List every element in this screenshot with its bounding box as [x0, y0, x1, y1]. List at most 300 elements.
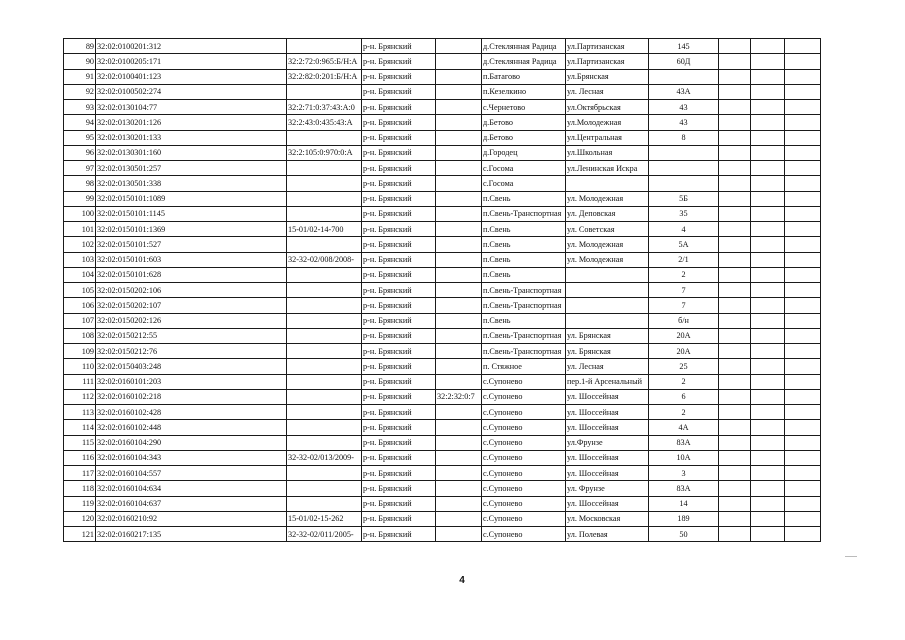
cell-other-number — [436, 191, 482, 206]
cell-conditional-number — [287, 283, 362, 298]
cell-locality: п. Стяжное — [482, 359, 566, 374]
cell-house: 83А — [649, 435, 719, 450]
cell-empty — [719, 374, 751, 389]
cell-other-number — [436, 54, 482, 69]
cell-empty — [719, 389, 751, 404]
cell-house: 2/1 — [649, 252, 719, 267]
cell-row-number: 110 — [64, 359, 96, 374]
cell-empty — [785, 511, 821, 526]
cell-locality: с.Супонево — [482, 527, 566, 542]
cell-cadastral-number: 32:02:0160210:92 — [96, 511, 287, 526]
cell-empty — [719, 252, 751, 267]
cell-conditional-number: 32:2:71:0:37:43:А:0 — [287, 100, 362, 115]
cell-empty — [785, 145, 821, 160]
cell-other-number — [436, 39, 482, 54]
cell-row-number: 97 — [64, 161, 96, 176]
cell-row-number: 119 — [64, 496, 96, 511]
cell-locality: д.Городец — [482, 145, 566, 160]
cell-other-number — [436, 206, 482, 221]
cell-district: р-н. Брянский — [362, 39, 436, 54]
cell-district: р-н. Брянский — [362, 344, 436, 359]
cell-locality: п.Свень-Транспортная — [482, 328, 566, 343]
cell-row-number: 116 — [64, 450, 96, 465]
cell-row-number: 94 — [64, 115, 96, 130]
cell-cadastral-number: 32:02:0130201:133 — [96, 130, 287, 145]
cell-empty — [719, 527, 751, 542]
cell-empty — [751, 237, 785, 252]
table-row — [64, 344, 821, 359]
cell-district: р-н. Брянский — [362, 206, 436, 221]
cell-row-number: 120 — [64, 511, 96, 526]
table-row — [64, 206, 821, 221]
cell-cadastral-number: 32:02:0150101:628 — [96, 267, 287, 282]
cell-empty — [751, 100, 785, 115]
table-row — [64, 389, 821, 404]
cell-district: р-н. Брянский — [362, 176, 436, 191]
cell-empty — [751, 435, 785, 450]
cell-district: р-н. Брянский — [362, 222, 436, 237]
cell-empty — [719, 450, 751, 465]
scan-mark — [845, 556, 857, 557]
cell-house: 2 — [649, 405, 719, 420]
cell-conditional-number — [287, 359, 362, 374]
cell-row-number: 106 — [64, 298, 96, 313]
cell-empty — [785, 161, 821, 176]
cell-locality: п.Свень-Транспортная — [482, 298, 566, 313]
cell-row-number: 103 — [64, 252, 96, 267]
cell-conditional-number: 32:2:82:0:201:Б/Н:А — [287, 69, 362, 84]
cell-street — [566, 267, 649, 282]
cell-street: пер.1-й Арсенальный — [566, 374, 649, 389]
cell-cadastral-number: 32:02:0150202:107 — [96, 298, 287, 313]
cell-row-number: 115 — [64, 435, 96, 450]
cell-conditional-number: 32-32-02/008/2008- — [287, 252, 362, 267]
cell-other-number — [436, 344, 482, 359]
cell-house — [649, 69, 719, 84]
table-row — [64, 511, 821, 526]
cell-conditional-number — [287, 298, 362, 313]
cell-empty — [785, 267, 821, 282]
cell-street: ул. Деповская — [566, 206, 649, 221]
cell-street: ул. Московская — [566, 511, 649, 526]
cell-locality: с.Супонево — [482, 374, 566, 389]
cell-other-number — [436, 511, 482, 526]
cell-conditional-number — [287, 161, 362, 176]
cell-empty — [719, 405, 751, 420]
cell-empty — [751, 176, 785, 191]
cell-cadastral-number: 32:02:0150202:126 — [96, 313, 287, 328]
cell-house: 60Д — [649, 54, 719, 69]
cell-empty — [751, 389, 785, 404]
property-register-table — [63, 38, 821, 542]
cell-locality: с.Супонево — [482, 435, 566, 450]
cell-row-number: 99 — [64, 191, 96, 206]
cell-empty — [785, 405, 821, 420]
cell-empty — [751, 328, 785, 343]
cell-district: р-н. Брянский — [362, 69, 436, 84]
cell-locality: п.Кезелкино — [482, 84, 566, 99]
cell-conditional-number — [287, 405, 362, 420]
table-row — [64, 222, 821, 237]
cell-district: р-н. Брянский — [362, 161, 436, 176]
cell-district: р-н. Брянский — [362, 298, 436, 313]
cell-empty — [785, 420, 821, 435]
cell-cadastral-number: 32:02:0150212:76 — [96, 344, 287, 359]
cell-empty — [751, 466, 785, 481]
cell-district: р-н. Брянский — [362, 267, 436, 282]
cell-house: 189 — [649, 511, 719, 526]
cell-district: р-н. Брянский — [362, 511, 436, 526]
cell-empty — [719, 176, 751, 191]
cell-row-number: 93 — [64, 100, 96, 115]
cell-street: ул.Молодежная — [566, 115, 649, 130]
cell-district: р-н. Брянский — [362, 420, 436, 435]
cell-empty — [719, 115, 751, 130]
table-row — [64, 283, 821, 298]
cell-house: 4 — [649, 222, 719, 237]
cell-locality: п.Свень — [482, 191, 566, 206]
cell-street: ул. Молодежная — [566, 191, 649, 206]
cell-empty — [751, 206, 785, 221]
cell-cadastral-number: 32:02:0150101:527 — [96, 237, 287, 252]
table-row — [64, 313, 821, 328]
table-row — [64, 420, 821, 435]
cell-conditional-number — [287, 237, 362, 252]
table-row — [64, 328, 821, 343]
cell-locality: д.Стеклянная Радица — [482, 39, 566, 54]
cell-street: ул. Полевая — [566, 527, 649, 542]
cell-cadastral-number: 32:02:0160217:135 — [96, 527, 287, 542]
cell-cadastral-number: 32:02:0160102:448 — [96, 420, 287, 435]
cell-locality: с.Супонево — [482, 511, 566, 526]
cell-row-number: 100 — [64, 206, 96, 221]
cell-street: ул.Брянская — [566, 69, 649, 84]
cell-other-number — [436, 176, 482, 191]
cell-empty — [719, 145, 751, 160]
cell-cadastral-number: 32:02:0150101:1369 — [96, 222, 287, 237]
cell-street: ул. Шоссейная — [566, 405, 649, 420]
cell-conditional-number — [287, 496, 362, 511]
cell-empty — [785, 450, 821, 465]
cell-empty — [785, 39, 821, 54]
cell-house: 5Б — [649, 191, 719, 206]
table-row — [64, 527, 821, 542]
cell-row-number: 113 — [64, 405, 96, 420]
cell-street: ул. Шоссейная — [566, 420, 649, 435]
cell-row-number: 111 — [64, 374, 96, 389]
table-row — [64, 84, 821, 99]
cell-district: р-н. Брянский — [362, 84, 436, 99]
cell-empty — [719, 435, 751, 450]
cell-cadastral-number: 32:02:0100401:123 — [96, 69, 287, 84]
cell-cadastral-number: 32:02:0100502:274 — [96, 84, 287, 99]
cell-cadastral-number: 32:02:0160101:203 — [96, 374, 287, 389]
cell-district: р-н. Брянский — [362, 54, 436, 69]
table-row — [64, 176, 821, 191]
table-row — [64, 405, 821, 420]
cell-empty — [785, 100, 821, 115]
table-row — [64, 161, 821, 176]
cell-other-number — [436, 527, 482, 542]
table-row — [64, 450, 821, 465]
cell-empty — [785, 69, 821, 84]
cell-house: 2 — [649, 374, 719, 389]
cell-district: р-н. Брянский — [362, 283, 436, 298]
cell-conditional-number: 32-32-02/013/2009- — [287, 450, 362, 465]
cell-conditional-number: 15-01/02-14-700 — [287, 222, 362, 237]
cell-locality: с.Супонево — [482, 496, 566, 511]
cell-locality: с.Супонево — [482, 466, 566, 481]
cell-empty — [719, 359, 751, 374]
cell-district: р-н. Брянский — [362, 359, 436, 374]
cell-conditional-number — [287, 39, 362, 54]
cell-empty — [719, 328, 751, 343]
cell-cadastral-number: 32:02:0100205:171 — [96, 54, 287, 69]
cell-house: 14 — [649, 496, 719, 511]
cell-empty — [719, 206, 751, 221]
cell-cadastral-number: 32:02:0160104:343 — [96, 450, 287, 465]
cell-cadastral-number: 32:02:0100201:312 — [96, 39, 287, 54]
cell-row-number: 104 — [64, 267, 96, 282]
cell-empty — [751, 450, 785, 465]
cell-other-number — [436, 313, 482, 328]
cell-conditional-number — [287, 435, 362, 450]
cell-empty — [751, 54, 785, 69]
cell-conditional-number — [287, 389, 362, 404]
cell-empty — [751, 527, 785, 542]
cell-locality: п.Свень — [482, 267, 566, 282]
cell-row-number: 95 — [64, 130, 96, 145]
cell-locality: п.Батагово — [482, 69, 566, 84]
cell-empty — [719, 283, 751, 298]
cell-empty — [751, 69, 785, 84]
table-row — [64, 496, 821, 511]
cell-row-number: 117 — [64, 466, 96, 481]
cell-locality: с.Чернетово — [482, 100, 566, 115]
cell-other-number — [436, 359, 482, 374]
cell-row-number: 92 — [64, 84, 96, 99]
table-row — [64, 267, 821, 282]
cell-street — [566, 176, 649, 191]
cell-empty — [785, 359, 821, 374]
cell-other-number — [436, 374, 482, 389]
cell-cadastral-number: 32:02:0150202:106 — [96, 283, 287, 298]
cell-empty — [751, 115, 785, 130]
cell-other-number — [436, 115, 482, 130]
cell-empty — [751, 359, 785, 374]
cell-house: 25 — [649, 359, 719, 374]
cell-locality: с.Супонево — [482, 481, 566, 496]
cell-street: ул. Лесная — [566, 359, 649, 374]
cell-row-number: 90 — [64, 54, 96, 69]
cell-street: ул.Центральная — [566, 130, 649, 145]
cell-house: 43 — [649, 115, 719, 130]
cell-cadastral-number: 32:02:0160104:634 — [96, 481, 287, 496]
cell-locality: д.Бетово — [482, 115, 566, 130]
cell-empty — [719, 237, 751, 252]
cell-empty — [751, 405, 785, 420]
cell-row-number: 118 — [64, 481, 96, 496]
cell-house: 2 — [649, 267, 719, 282]
cell-empty — [751, 313, 785, 328]
cell-empty — [785, 115, 821, 130]
cell-conditional-number — [287, 191, 362, 206]
cell-empty — [751, 481, 785, 496]
cell-street: ул. Брянская — [566, 328, 649, 343]
cell-empty — [751, 344, 785, 359]
cell-cadastral-number: 32:02:0150101:1145 — [96, 206, 287, 221]
cell-conditional-number — [287, 481, 362, 496]
table-row — [64, 115, 821, 130]
cell-empty — [719, 313, 751, 328]
cell-conditional-number — [287, 267, 362, 282]
cell-house: 43 — [649, 100, 719, 115]
cell-other-number — [436, 283, 482, 298]
cell-cadastral-number: 32:02:0160104:290 — [96, 435, 287, 450]
cell-conditional-number: 32:2:105:0:970:0:А — [287, 145, 362, 160]
cell-other-number — [436, 267, 482, 282]
cell-cadastral-number: 32:02:0130501:257 — [96, 161, 287, 176]
cell-locality: д.Бетово — [482, 130, 566, 145]
cell-locality: п.Свень-Транспортная — [482, 283, 566, 298]
cell-other-number — [436, 466, 482, 481]
cell-locality: с.Супонево — [482, 405, 566, 420]
cell-district: р-н. Брянский — [362, 313, 436, 328]
cell-empty — [719, 191, 751, 206]
cell-cadastral-number: 32:02:0130301:160 — [96, 145, 287, 160]
cell-district: р-н. Брянский — [362, 100, 436, 115]
cell-conditional-number — [287, 176, 362, 191]
cell-conditional-number: 32:2:43:0:435:43:А — [287, 115, 362, 130]
cell-conditional-number: 32-32-02/011/2005- — [287, 527, 362, 542]
cell-other-number: 32:2:32:0:7 — [436, 389, 482, 404]
cell-empty — [785, 389, 821, 404]
cell-district: р-н. Брянский — [362, 481, 436, 496]
cell-district: р-н. Брянский — [362, 328, 436, 343]
cell-locality: с.Госома — [482, 161, 566, 176]
cell-empty — [719, 511, 751, 526]
cell-empty — [719, 466, 751, 481]
cell-empty — [751, 298, 785, 313]
table-row — [64, 298, 821, 313]
cell-district: р-н. Брянский — [362, 237, 436, 252]
cell-street: ул. Брянская — [566, 344, 649, 359]
cell-row-number: 98 — [64, 176, 96, 191]
cell-conditional-number — [287, 206, 362, 221]
cell-empty — [751, 496, 785, 511]
cell-other-number — [436, 481, 482, 496]
cell-locality: п.Свень-Транспортная — [482, 206, 566, 221]
cell-empty — [785, 344, 821, 359]
cell-street: ул.Ленинская Искра — [566, 161, 649, 176]
cell-street — [566, 298, 649, 313]
cell-cadastral-number: 32:02:0150101:603 — [96, 252, 287, 267]
cell-empty — [751, 161, 785, 176]
cell-empty — [719, 481, 751, 496]
cell-cadastral-number: 32:02:0150403:248 — [96, 359, 287, 374]
cell-house: 5А — [649, 237, 719, 252]
cell-empty — [719, 100, 751, 115]
cell-street: ул.Школьная — [566, 145, 649, 160]
cell-street: ул.Октябрьская — [566, 100, 649, 115]
cell-district: р-н. Брянский — [362, 145, 436, 160]
cell-empty — [785, 54, 821, 69]
cell-house: 43А — [649, 84, 719, 99]
cell-empty — [751, 374, 785, 389]
table-row — [64, 130, 821, 145]
cell-other-number — [436, 435, 482, 450]
cell-empty — [719, 161, 751, 176]
cell-empty — [719, 69, 751, 84]
cell-other-number — [436, 222, 482, 237]
cell-other-number — [436, 252, 482, 267]
cell-row-number: 108 — [64, 328, 96, 343]
cell-row-number: 91 — [64, 69, 96, 84]
cell-conditional-number: 15-01/02-15-262 — [287, 511, 362, 526]
cell-house: 6 — [649, 389, 719, 404]
cell-other-number — [436, 496, 482, 511]
cell-row-number: 121 — [64, 527, 96, 542]
cell-empty — [719, 298, 751, 313]
cell-house: 20А — [649, 328, 719, 343]
cell-empty — [785, 130, 821, 145]
cell-empty — [751, 191, 785, 206]
cell-house: 20А — [649, 344, 719, 359]
cell-locality: с.Супонево — [482, 420, 566, 435]
cell-locality: с.Госома — [482, 176, 566, 191]
cell-district: р-н. Брянский — [362, 450, 436, 465]
cell-row-number: 96 — [64, 145, 96, 160]
cell-empty — [785, 466, 821, 481]
cell-empty — [751, 39, 785, 54]
cell-empty — [785, 313, 821, 328]
table-row — [64, 69, 821, 84]
cell-conditional-number — [287, 130, 362, 145]
cell-empty — [751, 130, 785, 145]
cell-other-number — [436, 405, 482, 420]
cell-empty — [785, 435, 821, 450]
cell-row-number: 102 — [64, 237, 96, 252]
cell-empty — [751, 145, 785, 160]
cell-house — [649, 145, 719, 160]
cell-cadastral-number: 32:02:0130501:338 — [96, 176, 287, 191]
table-row — [64, 145, 821, 160]
cell-street: ул. Шоссейная — [566, 389, 649, 404]
cell-other-number — [436, 450, 482, 465]
cell-cadastral-number: 32:02:0150101:1089 — [96, 191, 287, 206]
cell-empty — [751, 420, 785, 435]
cell-row-number: 107 — [64, 313, 96, 328]
cell-district: р-н. Брянский — [362, 374, 436, 389]
cell-street: ул.Фрунзе — [566, 435, 649, 450]
cell-other-number — [436, 100, 482, 115]
cell-street: ул. Советская — [566, 222, 649, 237]
cell-house: 35 — [649, 206, 719, 221]
cell-street — [566, 283, 649, 298]
cell-conditional-number — [287, 466, 362, 481]
cell-empty — [719, 54, 751, 69]
cell-house — [649, 176, 719, 191]
cell-cadastral-number: 32:02:0150212:55 — [96, 328, 287, 343]
cell-locality: п.Свень — [482, 313, 566, 328]
table-row — [64, 54, 821, 69]
cell-house: 145 — [649, 39, 719, 54]
cell-empty — [785, 298, 821, 313]
page-number: 4 — [459, 575, 465, 586]
cell-district: р-н. Брянский — [362, 405, 436, 420]
cell-empty — [719, 496, 751, 511]
cell-district: р-н. Брянский — [362, 252, 436, 267]
